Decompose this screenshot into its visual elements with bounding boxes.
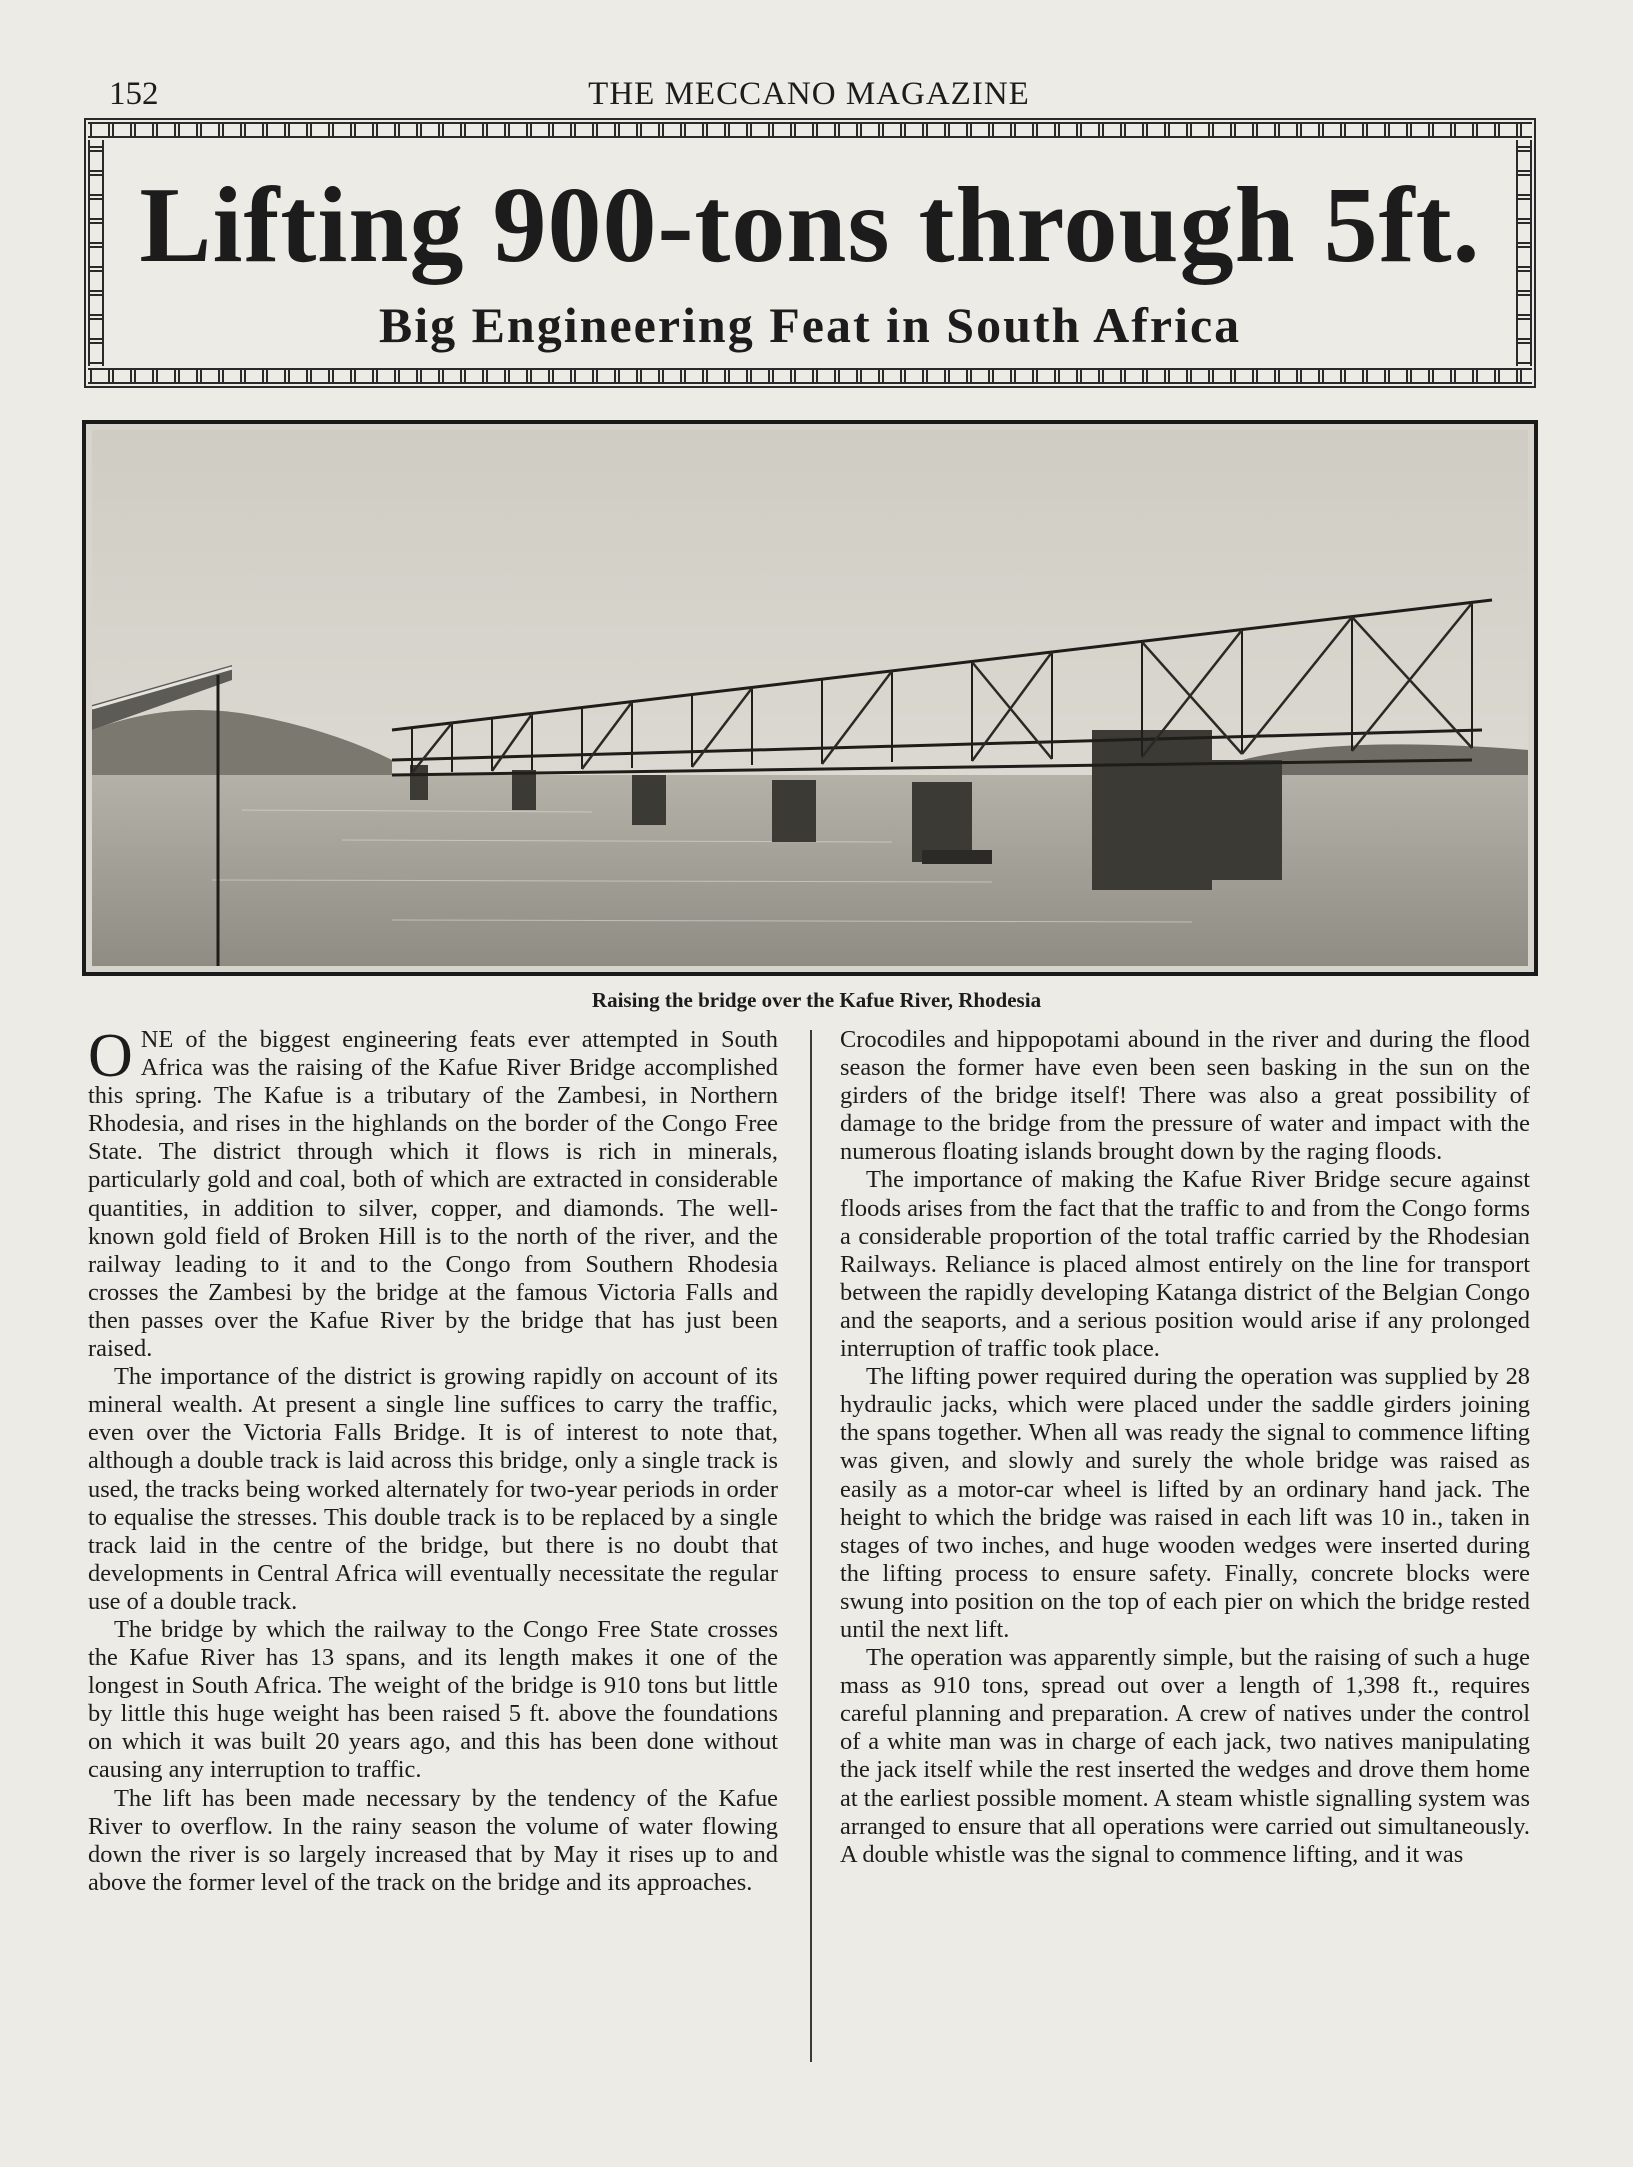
- article-paragraph-5: Crocodiles and hippopotami abound in the river and during the flood season the former have even been seen basking in the sun on the girders of the bridge itself! There was also a great possibility of damage to the bridge from the pressure of water and impact with the numerous floating islands brought down by the raging floods.: [840, 1026, 1530, 1166]
- page-number: 152: [109, 76, 159, 112]
- magazine-title: THE MECCANO MAGAZINE: [588, 76, 1030, 112]
- article-column-left: [88, 1022, 778, 1897]
- paragraph-text: NE of the biggest engineering feats ever attempted in South Africa was the raising of the Kafue River Bridge accomplished this spring. The Kafue is a tributary of the Zambesi, in Northern Rhodesia, and rises in the highlands on the border of the Congo Free State. The district through which it flows is rich in minerals, particularly gold and coal, both of which are extracted in considerable quantities, in addition to silver, copper, and diamonds. The well-known gold field of Broken Hill is to the north of the river, and the railway leading to it and to the Congo from Southern Rhodesia crosses the Zambesi by the bridge at the famous Victoria Falls and then passes over the Kafue River by the bridge that has just been raised.: [88, 1026, 778, 1363]
- photo-caption: Raising the bridge over the Kafue River, Rhodesia: [591, 988, 1042, 1012]
- ornamental-border-bottom: [88, 368, 1532, 384]
- title-box: [84, 118, 1536, 388]
- article-column-right: [840, 1026, 1530, 1869]
- article-paragraph-6: The importance of making the Kafue River Bridge secure against floods arises from the fact that the traffic to and from the Congo forms a considerable proportion of the total traffic carried by the Rhodesian Railways. Reliance is placed almost entirely on the line for transport between the rapidly developing Katanga district of the Belgian Congo and the seaports, and a serious position would arise if any prolonged interruption of traffic took place.: [840, 1166, 1530, 1363]
- article-paragraph-2: The importance of the district is growing rapidly on account of its mineral wealth. At present a single line suffices to carry the traffic, even over the Victoria Falls Bridge. It is of interest to note that, although a double track is laid across this bridge, only a single track is used, the tracks being worked alternately for two-year periods in order to equalise the stresses. This double track is to be replaced by a single track laid in the centre of the bridge, but there is no doubt that developments in Central Africa will eventually necessitate the regular use of a double track.: [88, 1363, 778, 1615]
- article-paragraph-7: The lifting power required during the operation was supplied by 28 hydraulic jacks, which were placed under the saddle girders joining the spans together. When all was ready the signal to commence lifting was given, and slowly and surely the whole bridge was raised as easily as a motor-car wheel is lifted by an ordinary hand jack. The height to which the bridge was raised in each lift was 10 in., taken in stages of two inches, and huge wooden wedges were inserted during the lifting process to ensure safety. Finally, concrete blocks were swung into position on the top of each pier on which the bridge rested until the next lift.: [840, 1363, 1530, 1643]
- bridge-photo: [82, 420, 1538, 976]
- article-paragraph-1: [88, 1022, 778, 1363]
- bridge-photo-image: [92, 430, 1528, 966]
- ornamental-border-top: [88, 122, 1532, 138]
- headline: Lifting 900-tons through 5ft.: [139, 166, 1481, 285]
- article-paragraph-3: The bridge by which the railway to the Congo Free State crosses the Kafue River has 13 spans, and its length makes it one of the longest in South Africa. The weight of the bridge is 910 tons but little by little this huge weight has been raised 5 ft. above the foundations on which it was built 20 years ago, and this has been done without causing any interruption to traffic.: [88, 1615, 778, 1784]
- drop-cap: O: [88, 1022, 133, 1090]
- running-head: [84, 72, 1534, 122]
- subheadline: Big Engineering Feat in South Africa: [378, 297, 1242, 353]
- article-paragraph-8: The operation was apparently simple, but the raising of such a huge mass as 910 tons, spread out over a length of 1,398 ft., requires careful planning and preparation. A crew of natives under the control of a white man was in charge of each jack, two natives manipulating the jack itself while the rest inserted the wedges and drove them home at the earliest possible moment. A steam whistle signalling system was arranged to ensure that all operations were carried out simultaneously. A double whistle was the signal to commence lifting, and it was: [840, 1644, 1530, 1868]
- article-paragraph-4: The lift has been made necessary by the tendency of the Kafue River to overflow. In the rainy season the volume of water flowing down the river is so largely increased that by May it rises up to and above the former level of the track on the bridge and its approaches.: [88, 1784, 778, 1896]
- column-divider: [810, 1030, 812, 2062]
